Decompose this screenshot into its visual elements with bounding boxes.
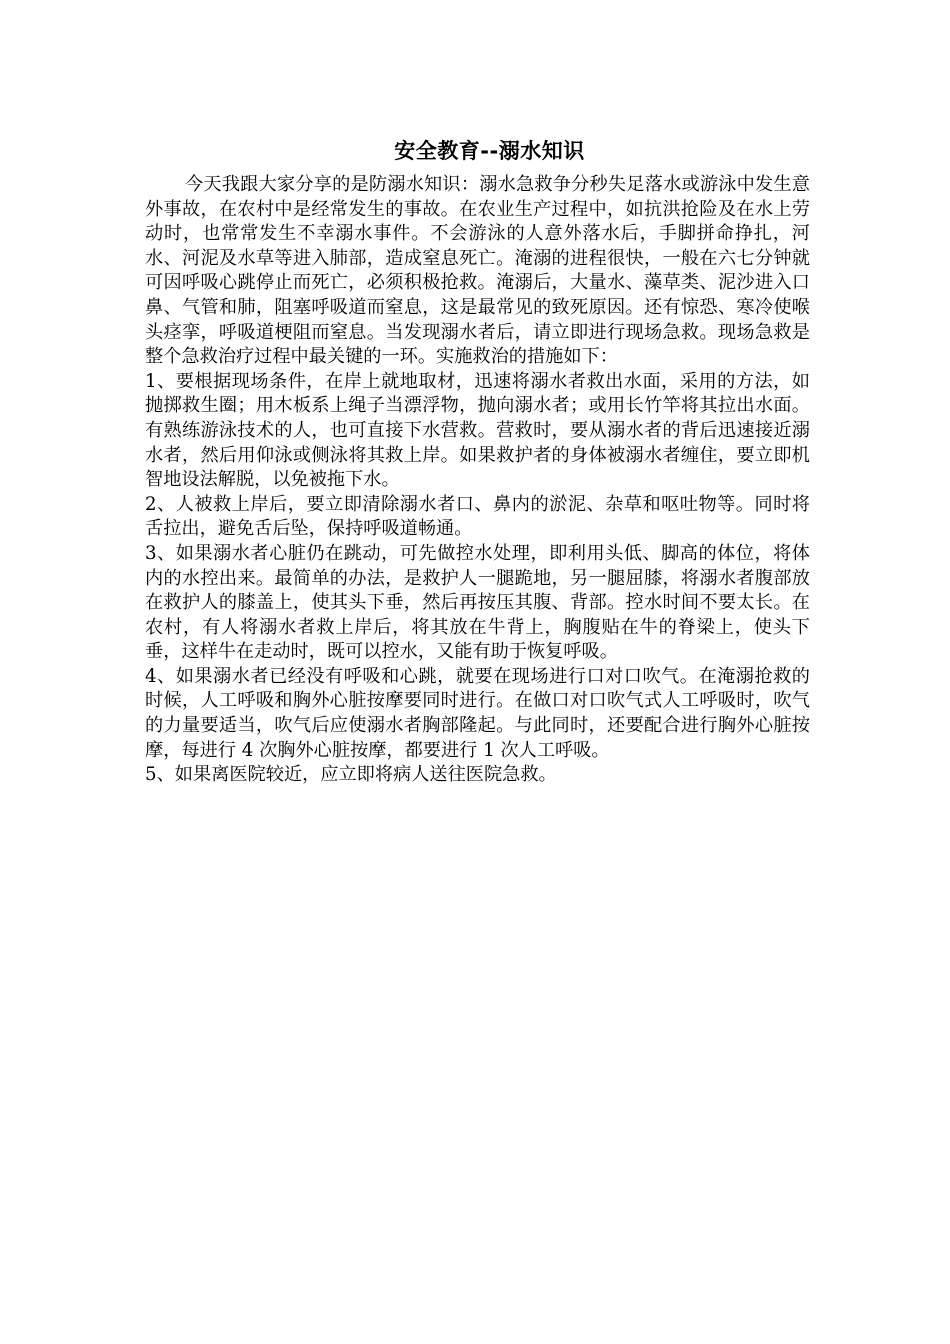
document-title: 安全教育--溺水知识 (394, 139, 585, 163)
rescue-step-1: 1、要根据现场条件，在岸上就地取材，迅速将溺水者救出水面，采用的方法，如抛掷救生圈；用木板系上绳子当漂浮物，抛向溺水者；或用长竹竿将其拉出水面。有熟练游泳技术的人，也可直接下水营救。营救时，要从溺水者的背后迅速接近溺水者，然后用仰泳或侧泳将其救上岸。如果救护者的身体被溺水者缠住，要立即机智地设法解脱，以免被拖下水。 (145, 370, 810, 491)
rescue-step-4: 4、如果溺水者已经没有呼吸和心跳，就要在现场进行口对口吹气。在淹溺抢救的时候，人工呼吸和胸外心脏按摩要同时进行。在做口对口吹气式人工呼吸时，吹气的力量要适当，吹气后应使溺水者胸部隆起。与此同时，还要配合进行胸外心脏按摩，每进行 4 次胸外心脏按摩，都要进行 1 次人工呼吸。 (145, 665, 810, 761)
intro-paragraph: 今天我跟大家分享的是防溺水知识：溺水急救争分秒失足落水或游泳中发生意外事故，在农村中是经常发生的事故。在农业生产过程中，如抗洪抢险及在水上劳动时，也常常发生不幸溺水事件。不会游泳的人意外落水后，手脚拼命挣扎，河水、河泥及水草等进入肺部，造成窒息死亡。淹溺的进程很快，一般在六七分钟就可因呼吸心跳停止而死亡，必须积极抢救。淹溺后，大量水、藻草类、泥沙进入口鼻、气管和肺，阻塞呼吸道而窒息，这是最常见的致死原因。还有惊恐、寒冷使喉头痉挛，呼吸道梗阻而窒息。当发现溺水者后，请立即进行现场急救。现场急救是整个急救治疗过程中最关键的一环。实施救治的措施如下： (145, 174, 810, 368)
rescue-step-3: 3、如果溺水者心脏仍在跳动，可先做控水处理，即利用头低、脚高的体位，将体内的水控出来。最简单的办法，是救护人一腿跪地，另一腿屈膝，将溺水者腹部放在救护人的膝盖上，使其头下垂，然后再按压其腹、背部。控水时间不要太长。在农村，有人将溺水者救上岸后，将其放在牛背上，胸腹贴在牛的脊梁上，使头下垂，这样牛在走动时，既可以控水，又能有助于恢复呼吸。 (145, 542, 810, 663)
rescue-step-5: 5、如果离医院较近，应立即将病人送往医院急救。 (145, 764, 557, 786)
rescue-step-2: 2、人被救上岸后，要立即清除溺水者口、鼻内的淤泥、杂草和呕吐物等。同时将舌拉出，避免舌后坠，保持呼吸道畅通。 (145, 493, 810, 540)
document-body (145, 137, 810, 788)
